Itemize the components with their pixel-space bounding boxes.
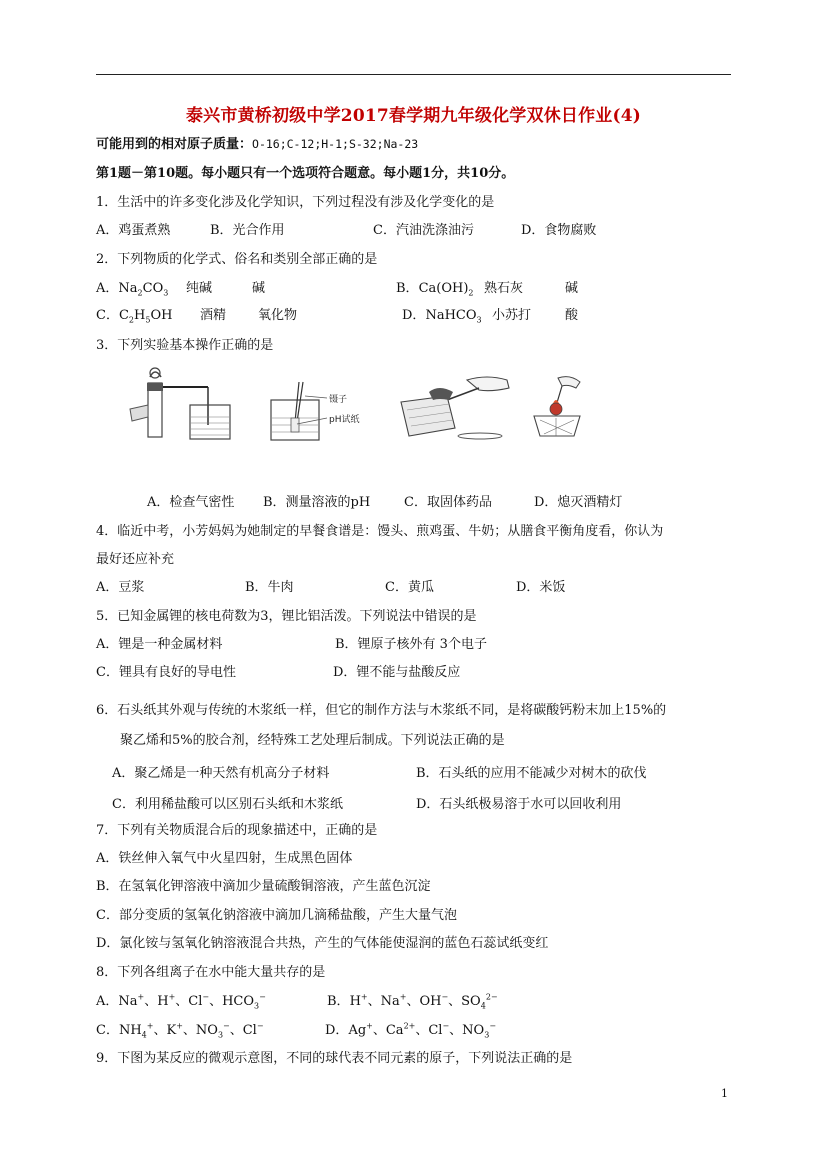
q7-option-d: D．氯化铵与氢氧化钠溶液混合共热，产生的气体能使湿润的蓝色石蕊试纸变红 xyxy=(96,936,549,951)
q2-stem: 2．下列物质的化学式、俗名和类别全部正确的是 xyxy=(96,252,378,267)
q5-option-a: A．锂是一种金属材料 xyxy=(96,637,223,652)
page-title: 泰兴市黄桥初级中学2017春学期九年级化学双休日作业(4) xyxy=(185,106,642,126)
atomic-mass-values: O-16;C-12;H-1;S-32;Na-23 xyxy=(252,137,419,151)
q9-stem: 9．下图为某反应的微观示意图，不同的球代表不同元素的原子，下列说法正确的是 xyxy=(96,1051,573,1066)
q6-stem-line-1: 6．石头纸其外观与传统的木浆纸一样，但它的制作方法与木浆纸不同，是将碳酸钙粉末加上15%的 xyxy=(96,703,667,718)
q2-c-class: 氧化物 xyxy=(258,308,298,323)
q4-stem-line-2: 最好还应补充 xyxy=(96,552,175,567)
figure-airtightness-check xyxy=(128,365,238,445)
q5-stem: 5．已知金属锂的核电荷数为3，锂比铝活泼。下列说法中错误的是 xyxy=(96,609,477,624)
q6-option-c: C．利用稀盐酸可以区别石头纸和木浆纸 xyxy=(112,797,343,812)
q2-b-name: 熟石灰 xyxy=(484,281,524,296)
q1-option-a: A．鸡蛋煮熟 xyxy=(96,223,171,238)
q8-option-c: C．$NH_4^+$、K+、$NO_3^-$、Cl− xyxy=(96,1021,264,1040)
q4-option-a: A．豆浆 xyxy=(96,580,145,595)
q3-option-d: D．熄灭酒精灯 xyxy=(534,495,623,510)
q7-option-a: A．铁丝伸入氧气中火星四射，生成黑色固体 xyxy=(96,851,353,866)
q2-option-d: D．NaHCO$_3$ xyxy=(402,308,482,325)
q4-option-b: B．牛肉 xyxy=(245,580,294,595)
q1-stem: 1．生活中的许多变化涉及化学知识，下列过程没有涉及化学变化的是 xyxy=(96,195,495,210)
page-number: 1 xyxy=(721,1087,728,1100)
q4-option-d: D．米饭 xyxy=(516,580,566,595)
q8-option-d: D．Ag+、$Ca^{2+}$、Cl−、$NO_3^-$ xyxy=(325,1021,497,1040)
atomic-mass-label: 可能用到的相对原子质量： xyxy=(96,137,253,152)
q6-stem-line-2: 聚乙烯和5%的胶合剂，经特殊工艺处理后制成。下列说法正确的是 xyxy=(120,733,505,748)
q6-option-b: B．石头纸的应用不能减少对树木的砍伐 xyxy=(416,766,647,781)
q2-d-class: 酸 xyxy=(565,308,579,323)
q1-option-b: B．光合作用 xyxy=(210,223,285,238)
q3-option-c: C．取固体药品 xyxy=(404,495,492,510)
figure-ph-measurement xyxy=(265,378,385,444)
atomic-mass-line xyxy=(96,135,418,154)
q4-stem-line-1: 4．临近中考，小芳妈妈为她制定的早餐食谱是：馒头、煎鸡蛋、牛奶；从膳食平衡角度看，你认为 xyxy=(96,524,664,539)
q2-c-name: 酒精 xyxy=(200,308,227,323)
q5-option-d: D．锂不能与盐酸反应 xyxy=(333,665,461,680)
figure-take-solid-drug xyxy=(395,374,525,444)
q1-option-c: C．汽油洗涤油污 xyxy=(373,223,474,238)
q8-option-a: A．Na+、H+、Cl−、$HCO_3^-$ xyxy=(96,992,266,1011)
q8-stem: 8．下列各组离子在水中能大量共存的是 xyxy=(96,965,326,980)
q7-option-c: C．部分变质的氢氧化钠溶液中滴加几滴稀盐酸，产生大量气泡 xyxy=(96,908,457,923)
q2-a-class: 碱 xyxy=(252,281,266,296)
q2-b-class: 碱 xyxy=(565,281,579,296)
q3-option-a: A．检查气密性 xyxy=(147,495,235,510)
figure-label-tweezers: 镊子 xyxy=(329,395,348,405)
q7-option-b: B．在氢氧化钾溶液中滴加少量硫酸铜溶液，产生蓝色沉淀 xyxy=(96,879,431,894)
section-instruction: 第1题－第10题。每小题只有一个选项符合题意。每小题1分，共10分。 xyxy=(96,166,515,181)
figure-extinguish-lamp xyxy=(530,376,590,442)
q1-option-d: D．食物腐败 xyxy=(521,223,597,238)
q2-d-name: 小苏打 xyxy=(492,308,532,323)
q2-option-a: A．$Na_2CO_3$ xyxy=(96,281,169,298)
q6-option-a: A．聚乙烯是一种天然有机高分子材料 xyxy=(112,766,330,781)
q4-option-c: C．黄瓜 xyxy=(385,580,434,595)
q8-option-b: B．H+、Na+、OH−、$SO_4^{2-}$ xyxy=(327,992,498,1011)
q7-stem: 7．下列有关物质混合后的现象描述中，正确的是 xyxy=(96,823,378,838)
header-rule xyxy=(96,74,731,75)
q2-a-name: 纯碱 xyxy=(186,281,213,296)
q5-option-b: B．锂原子核外有 3个电子 xyxy=(335,637,487,652)
figure-label-ph-paper: pH试纸 xyxy=(329,415,360,425)
q2-option-b: B．$Ca(OH)_2$ xyxy=(396,281,474,298)
q6-option-d: D．石头纸极易溶于水可以回收利用 xyxy=(416,797,622,812)
q2-option-c: C．$C_2H_5OH$ xyxy=(96,308,173,325)
q3-option-b: B．测量溶液的pH xyxy=(263,495,371,510)
q5-option-c: C．锂具有良好的导电性 xyxy=(96,665,236,680)
q3-stem: 3．下列实验基本操作正确的是 xyxy=(96,338,274,353)
